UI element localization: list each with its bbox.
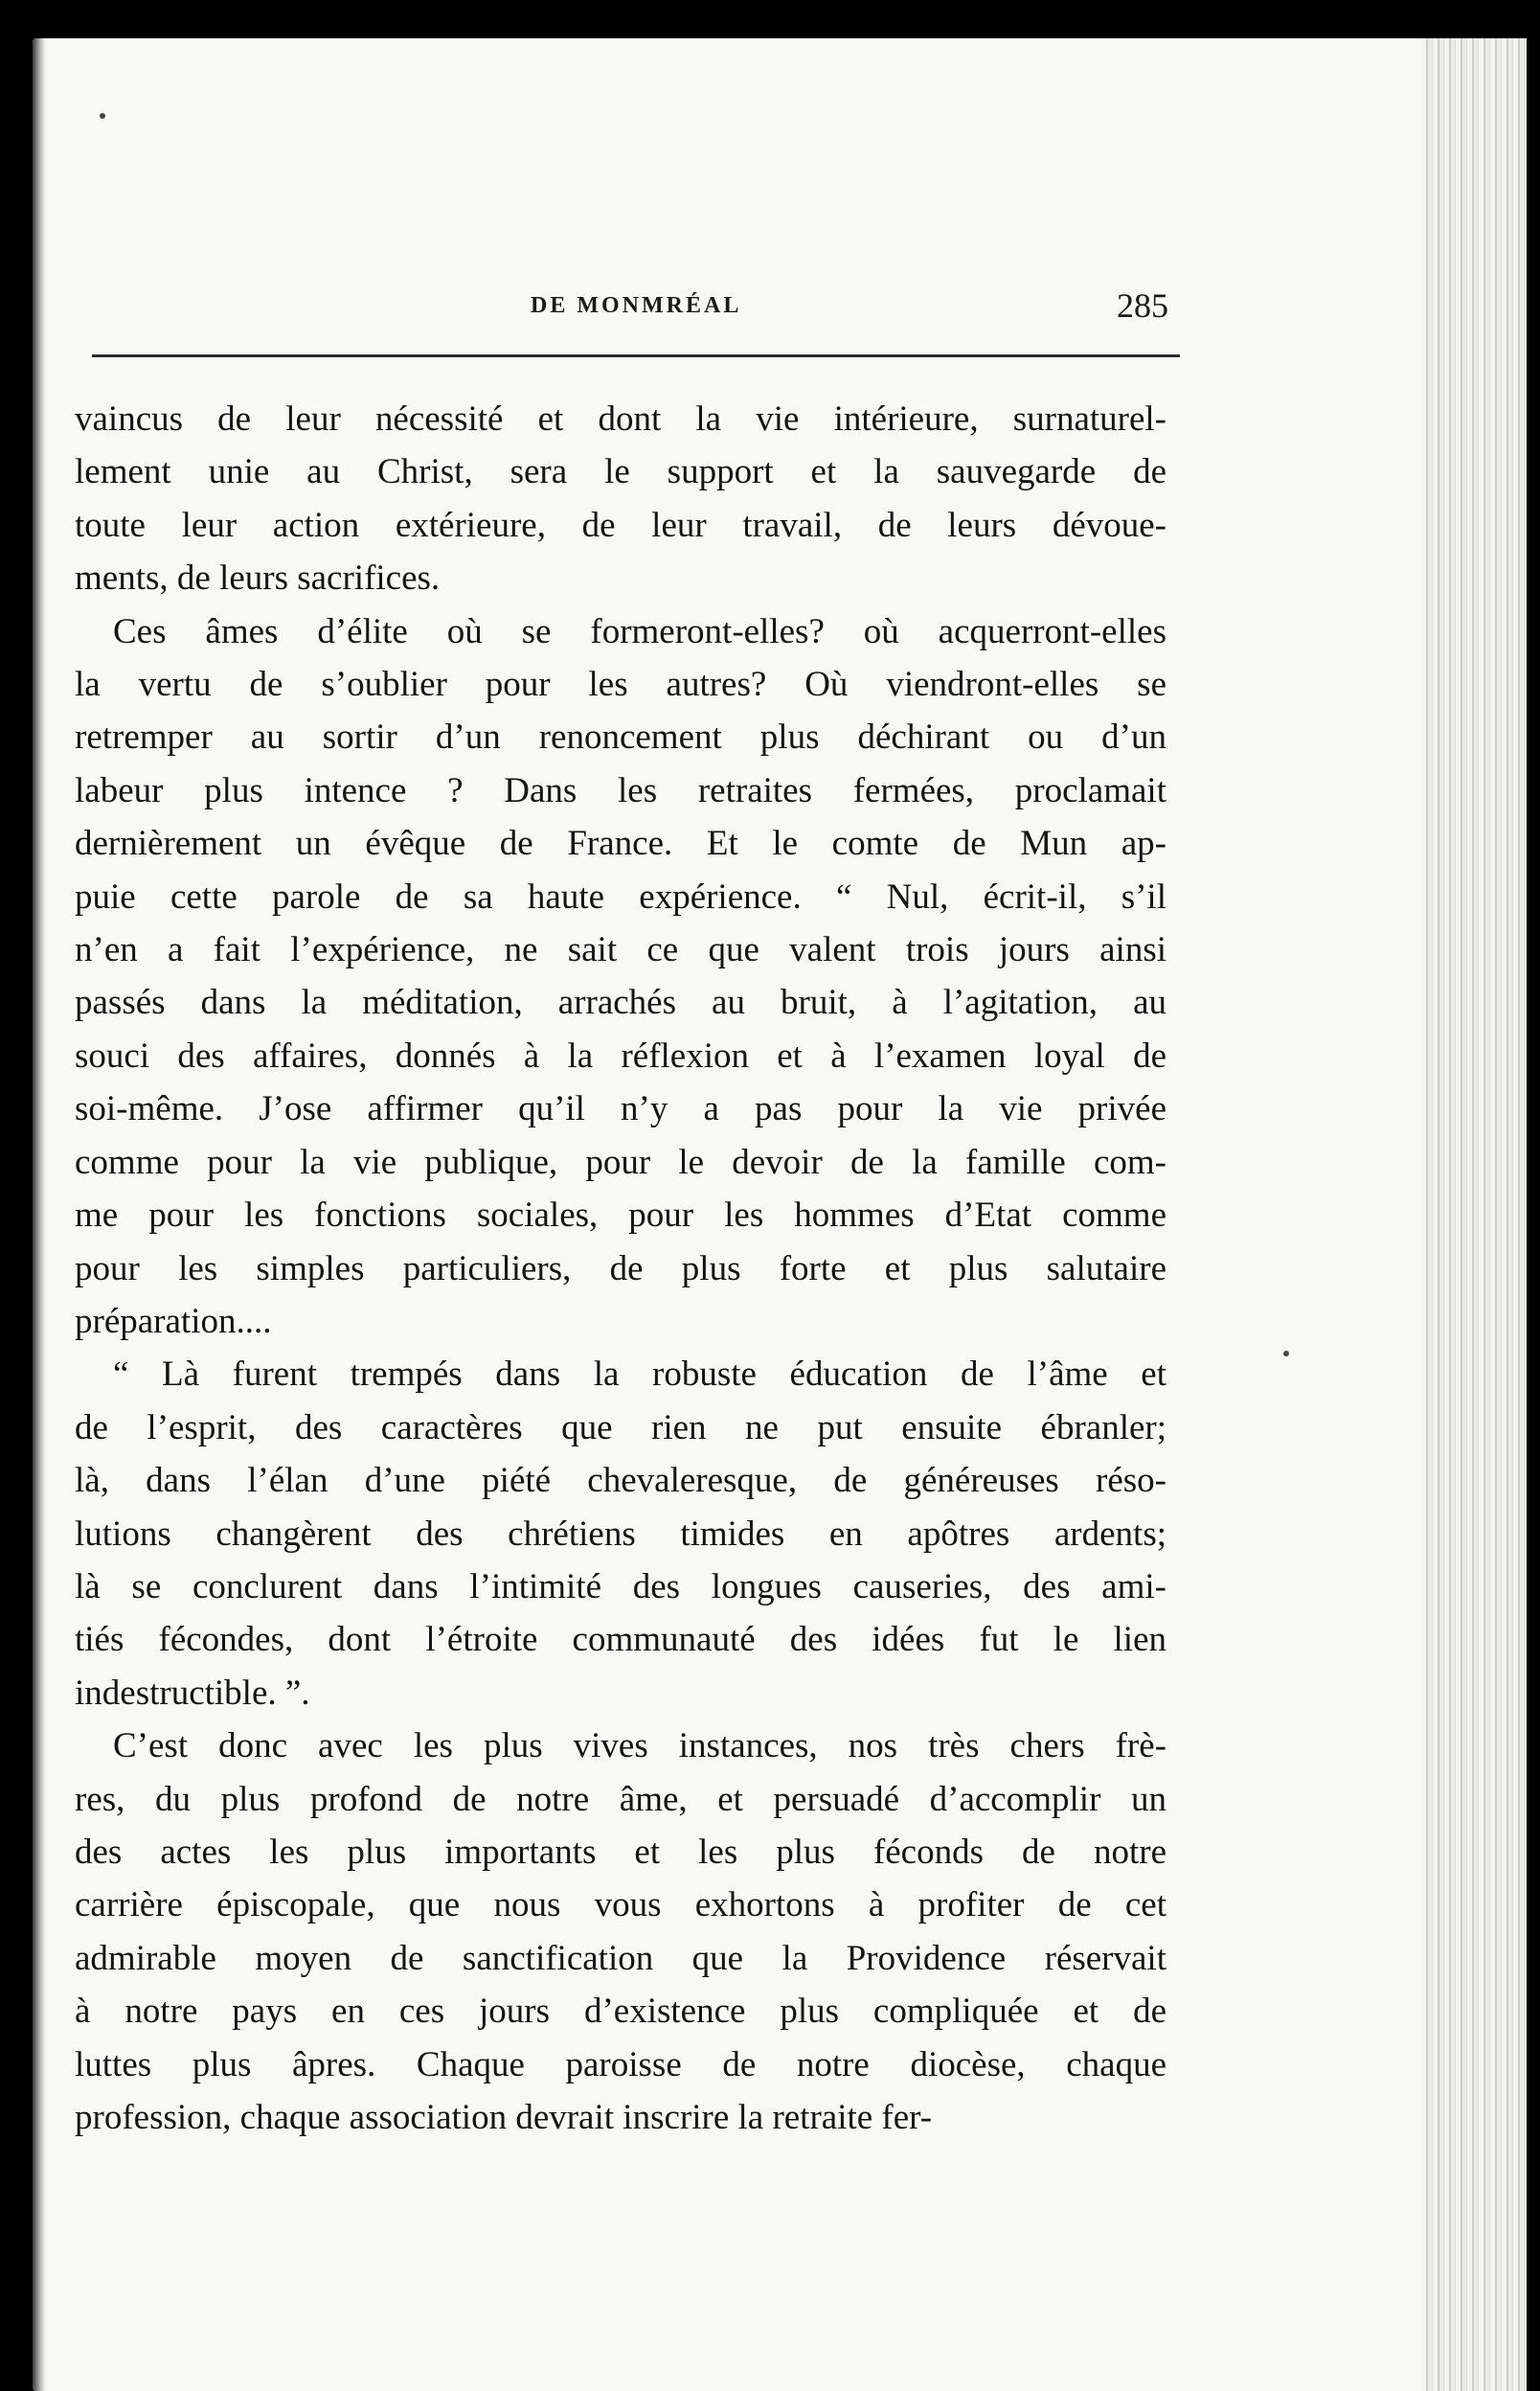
running-header [90,266,1182,324]
speck-mark [100,113,105,119]
text-line: n’en a fait l’expérience, ne sait ce que valent trois jours ainsi [75,930,1166,970]
text-line: des actes les plus importants et les plus féconds de notre [75,1832,1166,1872]
text-line: préparation.... [75,1301,272,1341]
text-line: passés dans la méditation, arrachés au bruit, à l’agitation, au [75,983,1166,1023]
text-line: retremper au sortir d’un renoncement plus déchirant ou d’un [75,717,1166,758]
text-line: là se conclurent dans l’intimité des longues causeries, des ami- [75,1566,1166,1606]
body-text [75,393,1166,2144]
running-title: DE MONMRÉAL [531,293,742,318]
text-line: Ces âmes d’élite où se formeront-elles? où acquerront-elles [113,611,1166,651]
text-line: là, dans l’élan d’une piété chevaleresque, de généreuses réso- [75,1461,1166,1501]
paragraph [75,393,1166,605]
text-line: toute leur action extérieure, de leur travail, de leurs dévoue- [75,505,1166,545]
page-gutter-shadow [33,38,46,2391]
text-line: “ Là furent trempés dans la robuste éducation de l’âme et [113,1355,1166,1395]
page-stack-edge [1421,38,1527,2391]
text-line: dernièrement un évêque de France. Et le comte de Mun ap- [75,824,1166,864]
text-line: res, du plus profond de notre âme, et persuadé d’accomplir un [75,1779,1166,1819]
text-line: puie cette parole de sa haute expérience. “ Nul, écrit-il, s’il [75,877,1166,917]
text-line: admirable moyen de sanctification que la Providence réservait [75,1938,1166,1978]
text-line: la vertu de s’oublier pour les autres? Où viendront-elles se [75,665,1166,705]
text-line: soi-même. J’ose affirmer qu’il n’y a pas pour la vie privée [75,1089,1166,1129]
speck-mark [1283,1351,1289,1356]
header-rule [92,354,1180,357]
text-line: tiés fécondes, dont l’étroite communauté des idées fut le lien [75,1620,1166,1660]
text-line: souci des affaires, donnés à la réflexion et à l’examen loyal de [75,1036,1166,1076]
book-page [33,38,1527,2391]
paragraph [75,1719,1166,2144]
text-line: à notre pays en ces jours d’existence plus compliquée et de [75,1992,1166,2032]
paragraph [75,605,1166,1349]
text-line: lutions changèrent des chrétiens timides en apôtres ardents; [75,1514,1166,1554]
text-line: indestructible. ”. [75,1673,310,1713]
text-line: vaincus de leur nécessité et dont la vie intérieure, surnaturel- [75,399,1166,439]
text-line: me pour les fonctions sociales, pour les hommes d’Etat comme [75,1196,1166,1236]
text-line: profession, chaque association devrait inscrire la retraite fer- [75,2098,933,2137]
text-line: lement unie au Christ, sera le support et la sauvegarde de [75,452,1166,492]
text-line: comme pour la vie publique, pour le devoir de la famille com- [75,1142,1166,1182]
text-line: luttes plus âpres. Chaque paroisse de notre diocèse, chaque [75,2044,1166,2084]
text-line: carrière épiscopale, que nous vous exhortons à profiter de cet [75,1885,1166,1925]
text-line: ments, de leurs sacrifices. [75,558,441,599]
paragraph [75,1348,1166,1719]
text-line: pour les simples particuliers, de plus forte et plus salutaire [75,1248,1166,1288]
page-number: 285 [1117,286,1168,325]
text-line: C’est donc avec les plus vives instances, nos très chers frè- [113,1726,1166,1766]
text-line: de l’esprit, des caractères que rien ne put ensuite ébranler; [75,1407,1166,1447]
text-line: labeur plus intence ? Dans les retraites fermées, proclamait [75,770,1166,810]
